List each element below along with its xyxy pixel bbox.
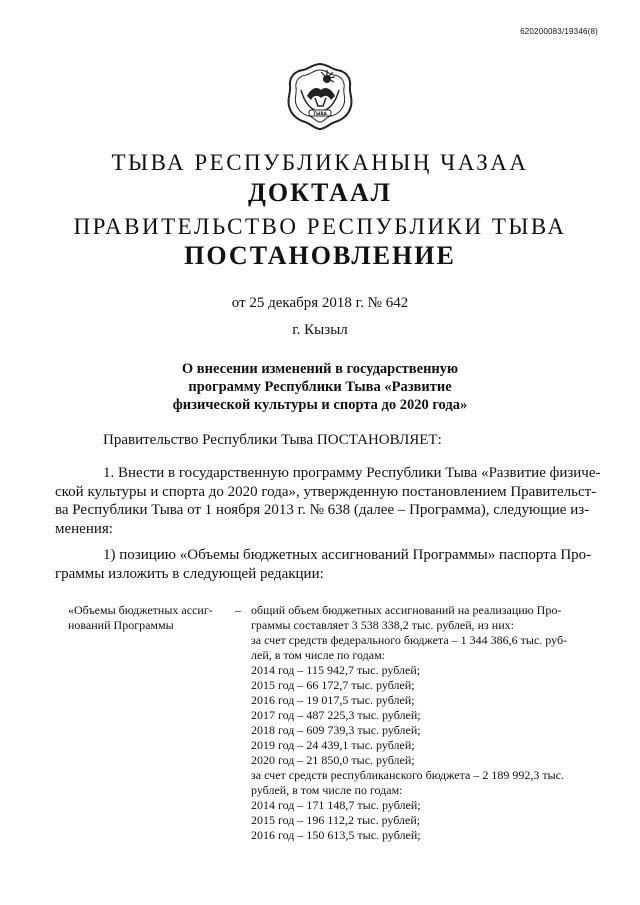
- paragraph-2: [55, 546, 603, 583]
- header-tuvan-decree: ДОКТААЛ: [248, 178, 392, 207]
- table-left-line: нований Программы: [68, 618, 174, 632]
- table-right-line: лей, в том числе по годам:: [251, 648, 386, 662]
- table-right-line: 2017 год – 487 225,3 тыс. рублей;: [251, 708, 421, 722]
- coat-of-arms-emblem: [285, 60, 355, 132]
- table-right-line: 2014 год – 115 942,7 тыс. рублей;: [251, 663, 421, 677]
- paragraph-1: [55, 464, 603, 538]
- header-government: ПРАВИТЕЛЬСТВО РЕСПУБЛИКИ ТЫВА: [73, 214, 567, 239]
- paragraph-line: ской культуры и спорта до 2020 года», утвержденную постановлением Правительст-: [55, 483, 597, 500]
- table-left-line: «Объемы бюджетных ассиг-: [68, 603, 213, 617]
- table-right-line: за счет средств республиканского бюджета – 2 189 992,3 тыс.: [251, 768, 564, 782]
- subject-line: физической культуры и спорта до 2020 года»: [172, 397, 468, 413]
- table-right-line: 2020 год – 21 850,0 тыс. рублей;: [251, 753, 415, 767]
- paragraph-line: 1) позицию «Объемы бюджетных ассигнований Программы» паспорта Про-: [103, 547, 592, 563]
- table-right-line: 2016 год – 19 017,5 тыс. рублей;: [251, 693, 415, 707]
- paragraph-line: 1. Внести в государственную программу Республики Тыва «Развитие физиче-: [103, 465, 601, 481]
- paragraph-line: граммы изложить в следующей редакции:: [55, 565, 324, 582]
- lead-paragraph: Правительство Республики Тыва ПОСТАНОВЛЯЕТ:: [103, 432, 442, 448]
- header-resolution: ПОСТАНОВЛЕНИЕ: [184, 241, 456, 270]
- table-right-line: 2014 год – 171 148,7 тыс. рублей;: [251, 798, 421, 812]
- table-dash: –: [235, 603, 241, 617]
- resolution-subject: [150, 360, 490, 414]
- header-tuvan-government: ТЫВА РЕСПУБЛИКАНЫҢ ЧАЗАА: [111, 150, 529, 175]
- svg-text:ТЫВА: ТЫВА: [313, 111, 327, 116]
- table-right-cell: [251, 603, 603, 843]
- table-right-line: 2018 год – 609 739,3 тыс. рублей;: [251, 723, 421, 737]
- subject-line: О внесении изменений в государственную: [181, 361, 459, 377]
- table-right-line: 2015 год – 196 112,2 тыс. рублей;: [251, 813, 421, 827]
- table-right-line: за счет средств федерального бюджета – 1 344 386,6 тыс. руб-: [251, 633, 568, 647]
- document-id: 620200083/19346(8): [520, 27, 598, 36]
- paragraph-line: менения:: [55, 520, 113, 537]
- table-right-line: 2015 год – 66 172,7 тыс. рублей;: [251, 678, 415, 692]
- table-right-line: 2016 год – 150 613,5 тыс. рублей;: [251, 828, 421, 842]
- resolution-city: г. Кызыл: [292, 322, 348, 338]
- table-left-cell: [68, 603, 236, 633]
- table-right-line: общий объем бюджетных ассигнований на реализацию Про-: [251, 603, 562, 617]
- subject-line: программу Республики Тыва «Развитие: [188, 379, 452, 395]
- table-right-line: граммы составляет 3 538 338,2 тыс. рублей, из них:: [251, 618, 514, 632]
- table-right-line: 2019 год – 24 439,1 тыс. рублей;: [251, 738, 415, 752]
- table-right-line: рублей, в том числе по годам:: [251, 783, 403, 797]
- resolution-date: от 25 декабря 2018 г. № 642: [231, 295, 409, 311]
- paragraph-line: ва Республики Тыва от 1 ноября 2013 г. № 638 (далее – Программа), следующие из-: [55, 502, 590, 518]
